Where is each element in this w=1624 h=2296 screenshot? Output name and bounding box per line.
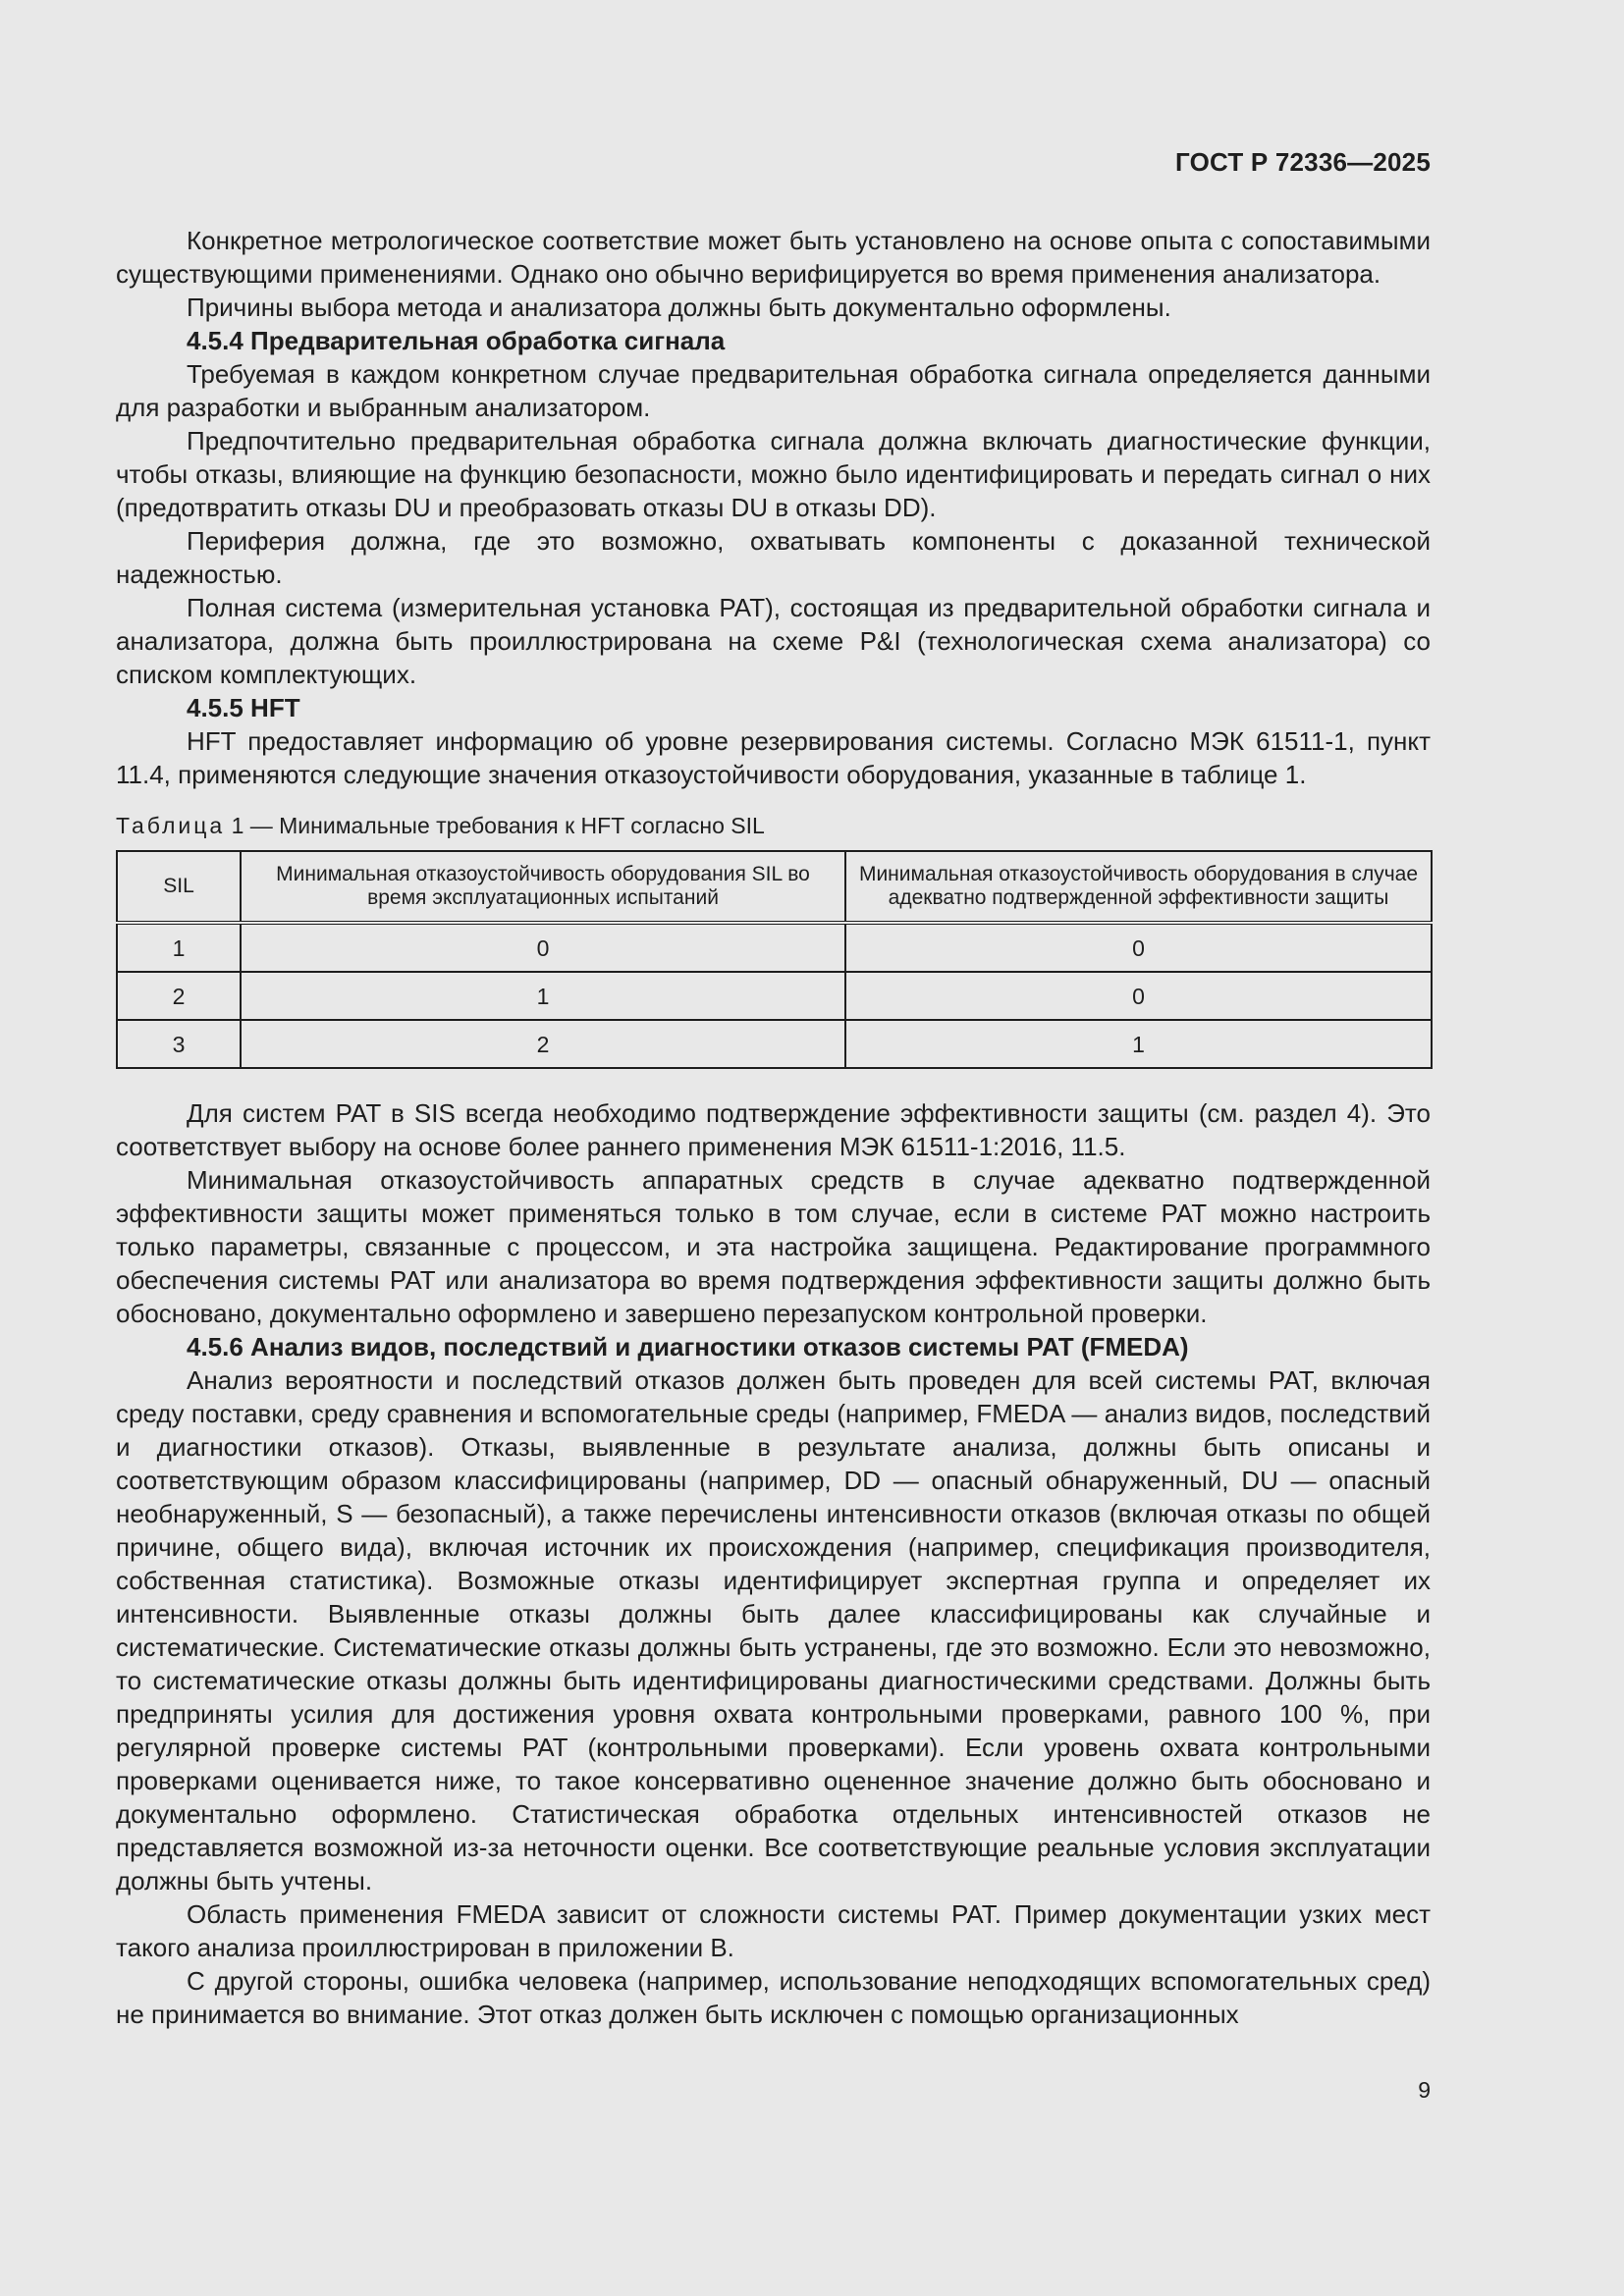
table-cell: 3	[117, 1020, 241, 1068]
table-cell: 2	[241, 1020, 845, 1068]
table-cell: 1	[845, 1020, 1432, 1068]
table-cell: 0	[845, 972, 1432, 1020]
paragraph: Анализ вероятности и последствий отказов должен быть проведен для всей системы PAT, включая среду поставки, среду сравнения и вспомогательные среды (например, FMEDA — анализ видов, последствий и диагностики отказов). Отказы, выявленные в результате анализа, должны быть описаны и соответствующим образом классифицированы (например, DD — опасный обнаруженный, DU — опасный необнаруженный, S — безопасный), а также перечислены интенсивности отказов (включая отказы по общей причине, общего вида), включая источник их происхождения (например, спецификация производителя, собственная статистика). Возможные отказы идентифицирует экспертная группа и определяет их интенсивности. Выявленные отказы должны быть далее классифицированы как случайные и систематические. Систематические отказы должны быть устранены, где это возможно. Если это невозможно, то систематические отказы должны быть идентифицированы диагностическими средствами. Должны быть предприняты усилия для достижения уровня охвата контрольными проверками, равного 100 %, при регулярной проверке системы PAT (контрольными проверками). Если уровень охвата контрольными проверками оценивается ниже, то такое консервативно оцененное значение должно быть обосновано и документально оформлено. Статистическая обработка отдельных интенсивностей отказов не представляется возможной из-за неточности оценки. Все соответствующие реальные условия эксплуатации должны быть учтены.	[116, 1365, 1431, 1896]
paragraph: Периферия должна, где это возможно, охватывать компоненты с доказанной технической надежностью.	[116, 526, 1431, 589]
section-heading-4-5-4: 4.5.4 Предварительная обработка сигнала	[187, 326, 726, 355]
table-cell: 0	[845, 923, 1432, 972]
table-header-sil: SIL	[117, 851, 241, 923]
table-caption-text: 1 — Минимальные требования к HFT согласно SIL	[231, 813, 765, 838]
paragraph: Область применения FMEDA зависит от сложности системы PAT. Пример документации узких мест такого анализа проиллюстрирован в приложении B.	[116, 1899, 1431, 1962]
paragraph: Требуемая в каждом конкретном случае предварительная обработка сигнала определяется данными для разработки и выбранным анализатором.	[116, 359, 1431, 422]
table-caption-label: Таблица	[116, 813, 226, 838]
table-header-row	[117, 851, 1432, 923]
paragraph: Минимальная отказоустойчивость аппаратных средств в случае адекватно подтвержденной эффективности защиты может применяться только в том случае, если в системе PAT можно настроить только параметры, связанные с процессом, и эта настройка защищена. Редактирование программного обеспечения системы PAT или анализатора во время подтверждения эффективности защиты должно быть обосновано, документально оформлено и завершено перезапуском контрольной проверки.	[116, 1165, 1431, 1328]
table-row	[117, 923, 1432, 972]
table-header-proven-effectiveness: Минимальная отказоустойчивость оборудования в случае адекватно подтвержденной эффективности защиты	[845, 851, 1432, 923]
table-cell: 1	[241, 972, 845, 1020]
page-number: 9	[1418, 2077, 1431, 2103]
table-caption	[116, 811, 1431, 840]
paragraph: Для систем PAT в SIS всегда необходимо подтверждение эффективности защиты (см. раздел 4). Это соответствует выбору на основе более раннего применения МЭК 61511-1:2016, 11.5.	[116, 1098, 1431, 1161]
table-cell: 0	[241, 923, 845, 972]
table-header-operational-tests: Минимальная отказоустойчивость оборудования SIL во время эксплуатационных испытаний	[241, 851, 845, 923]
table-cell: 1	[117, 923, 241, 972]
document-body	[116, 224, 1431, 2031]
table-row	[117, 972, 1432, 1020]
standard-designation: ГОСТ Р 72336—2025	[1175, 147, 1431, 177]
sil-hft-table	[116, 850, 1433, 1069]
paragraph: Причины выбора метода и анализатора должны быть документально оформлены.	[187, 293, 1171, 322]
paragraph: HFT предоставляет информацию об уровне резервирования системы. Согласно МЭК 61511-1, пункт 11.4, применяются следующие значения отказоустойчивости оборудования, указанные в таблице 1.	[116, 726, 1431, 789]
paragraph: С другой стороны, ошибка человека (например, использование неподходящих вспомогательных сред) не принимается во внимание. Этот отказ должен быть исключен с помощью организационных	[116, 1966, 1431, 2029]
section-heading-4-5-6: 4.5.6 Анализ видов, последствий и диагностики отказов системы PAT (FMEDA)	[187, 1332, 1189, 1362]
paragraph: Конкретное метрологическое соответствие может быть установлено на основе опыта с сопоставимыми существующими применениями. Однако оно обычно верифицируется во время применения анализатора.	[116, 226, 1431, 289]
table-cell: 2	[117, 972, 241, 1020]
paragraph: Предпочтительно предварительная обработка сигнала должна включать диагностические функции, чтобы отказы, влияющие на функцию безопасности, можно было идентифицировать и передать сигнал о них (предотвратить отказы DU и преобразовать отказы DU в отказы DD).	[116, 426, 1431, 522]
paragraph: Полная система (измерительная установка PAT), состоящая из предварительной обработки сигнала и анализатора, должна быть проиллюстрирована на схеме P&I (технологическая схема анализатора) со списком комплектующих.	[116, 593, 1431, 689]
section-heading-4-5-5: 4.5.5 HFT	[187, 693, 300, 722]
table-row	[117, 1020, 1432, 1068]
